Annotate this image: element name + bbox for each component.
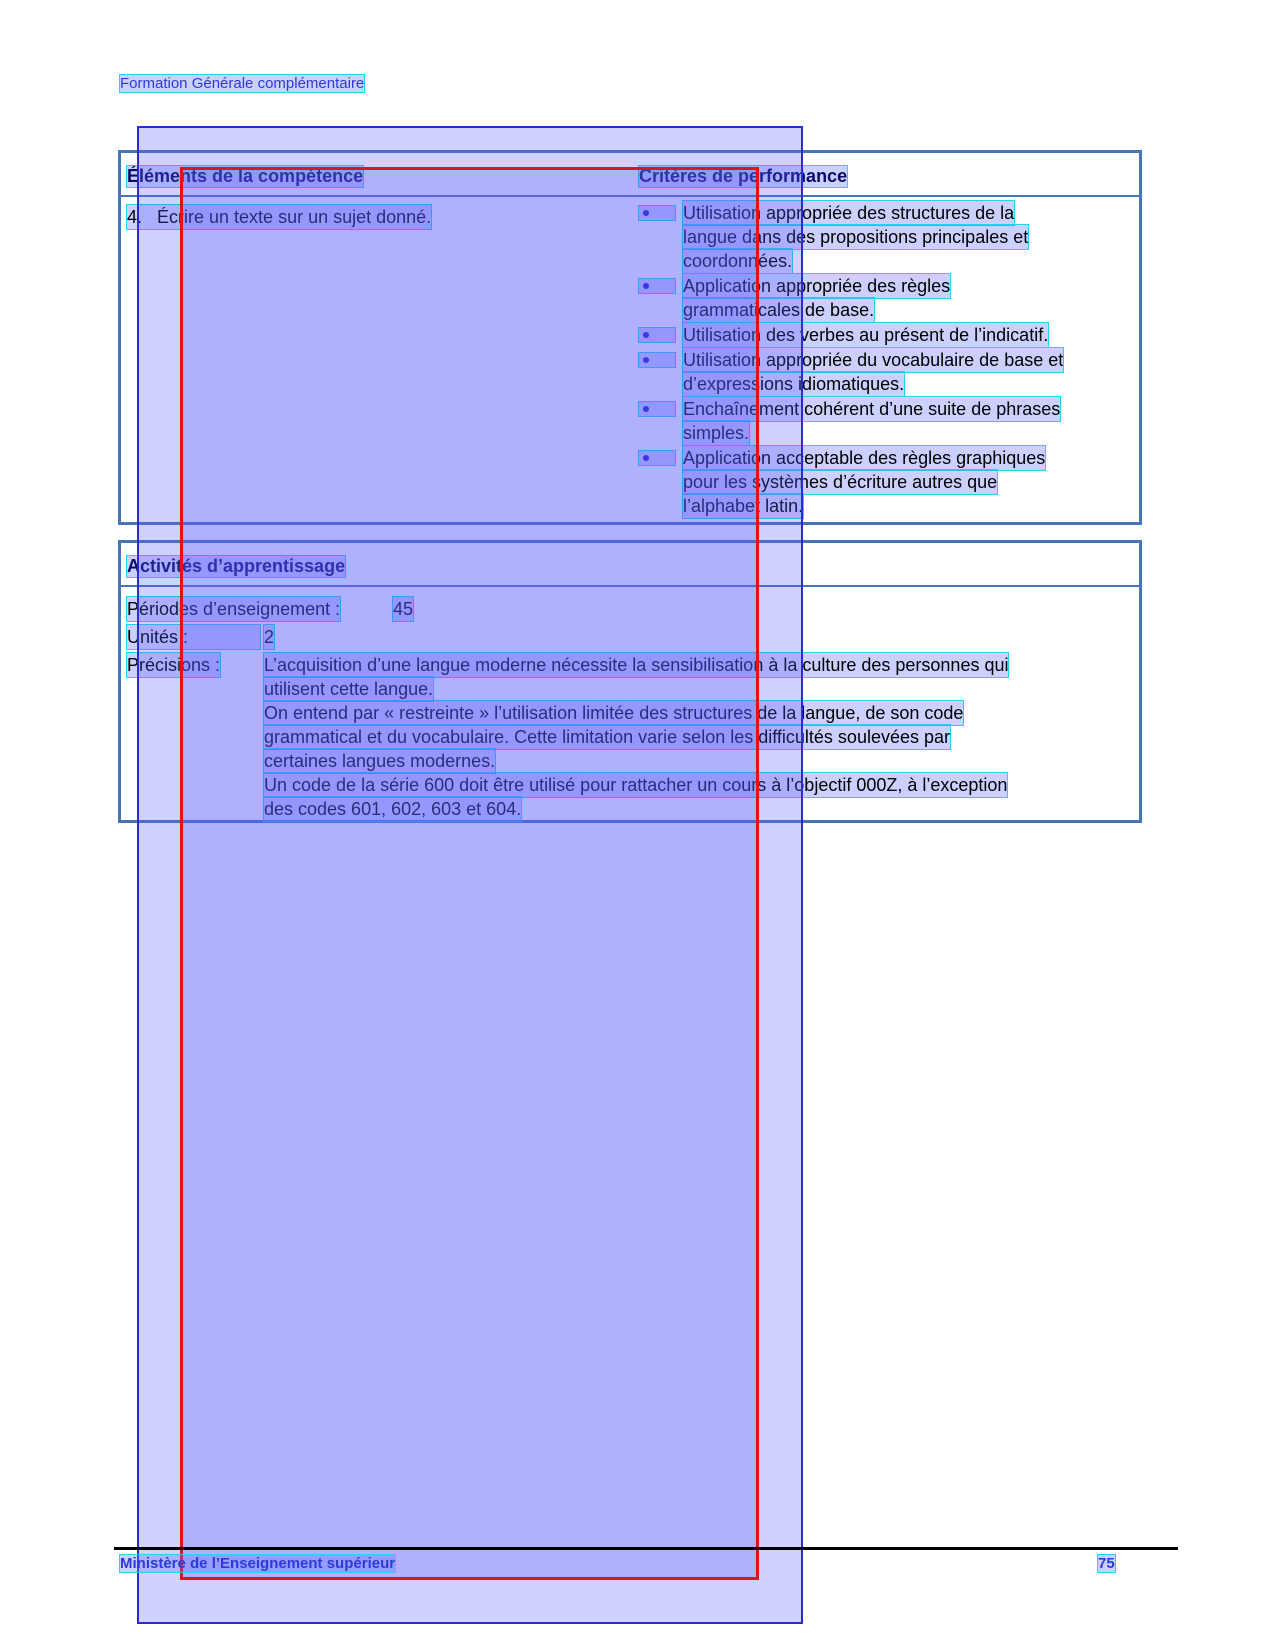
- criteria-line: Application acceptable des règles graphiques: [683, 448, 1046, 468]
- criteria-line: pour les systèmes d’écriture autres que: [683, 472, 998, 492]
- criteria-line: Application appropriée des règles: [683, 276, 951, 296]
- criteria-line: Enchaînement cohérent d’une suite de phrases: [683, 399, 1061, 419]
- units-label: Unités :: [127, 625, 260, 649]
- competence-element: 4. Écrire un texte sur un sujet donné.: [127, 207, 432, 227]
- page-number: 75: [1098, 1555, 1115, 1572]
- criteria-line: l’alphabet latin.: [683, 496, 804, 516]
- criteria-line: simples.: [683, 423, 750, 443]
- criteria-line: d’expressions idiomatiques.: [683, 374, 905, 394]
- precision-line: utilisent cette langue.: [264, 679, 434, 699]
- precision-line: On entend par « restreinte » l’utilisation limitée des structures de la langue, de son code: [264, 703, 964, 723]
- column-criteria-heading: Critères de performance: [639, 166, 848, 186]
- periods-value: 45: [393, 599, 414, 619]
- criteria-line: Utilisation appropriée du vocabulaire de base et: [683, 350, 1064, 370]
- column-elements-heading: Éléments de la compétence: [127, 166, 364, 186]
- footer-ministry: Ministère de l’Enseignement supérieur: [120, 1555, 396, 1572]
- precision-line: grammatical et du vocabulaire. Cette limitation varie selon les difficultés soulevées par: [264, 727, 951, 747]
- annotation-region-inner: [180, 167, 759, 1580]
- periods-label: Périodes d’enseignement :: [127, 599, 341, 619]
- precisions-label: Précisions :: [127, 655, 221, 675]
- criteria-line: coordonnées.: [683, 251, 793, 271]
- precision-line: Un code de la série 600 doit être utilisé pour rattacher un cours à l’objectif 000Z, à l’exception: [264, 775, 1008, 795]
- document-header: Formation Générale complémentaire: [120, 75, 365, 92]
- criteria-line: langue dans des propositions principales et: [683, 227, 1029, 247]
- footer-divider: [114, 1547, 1178, 1550]
- units-value: 2: [264, 627, 275, 647]
- criteria-line: grammaticales de base.: [683, 300, 875, 320]
- criteria-line: Utilisation des verbes au présent de l’indicatif.: [683, 325, 1049, 345]
- criteria-line: Utilisation appropriée des structures de la: [683, 203, 1015, 223]
- precision-line: L’acquisition d’une langue moderne nécessite la sensibilisation à la culture des personnes qui: [264, 655, 1009, 675]
- activities-title: Activités d’apprentissage: [127, 556, 346, 576]
- precision-line: des codes 601, 602, 603 et 604.: [264, 799, 522, 819]
- precision-line: certaines langues modernes.: [264, 751, 496, 771]
